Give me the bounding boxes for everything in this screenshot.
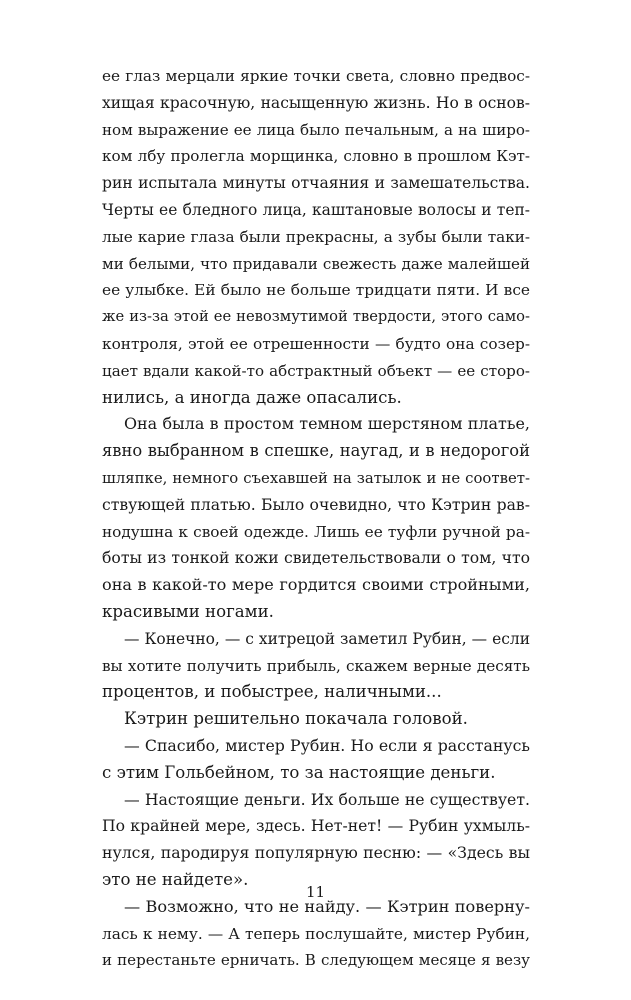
text-line: она в какой-то мере гордится своими стройными, [102,575,530,595]
text-line: контроля, этой ее отрешенности — будто она созер- [102,334,530,353]
text-line: красивыми ногами. [102,601,274,621]
text-line: По крайней мере, здесь. Нет-нет! — Рубин ухмыль- [102,816,530,836]
text-line: ном выражение ее лица было печальным, а на широ- [102,120,530,139]
text-line: цает вдали какой-то абстрактный объект — ее сторо- [102,361,530,380]
page-number: 11 [305,883,326,901]
text-line: же из-за этой ее невозмутимой твердости, этого само- [102,308,530,326]
text-line: с этим Гольбейном, то за настоящие деньги. [102,762,496,782]
text-line: лась к нему. — А теперь послушайте, мистер Рубин, [102,924,530,943]
text-line: хищая красочную, насыщенную жизнь. Но в основ- [102,93,530,112]
text-line: нодушна к своей одежде. Лишь ее туфли ручной ра- [102,522,530,541]
text-line: рин испытала минуты отчаяния и замешательства. [102,174,530,193]
text-line: ком лбу пролегла морщинка, словно в прошлом Кэт- [102,147,530,166]
text-line: это не найдете». [102,869,249,889]
text-line: Черты ее бледного лица, каштановые волосы и теп- [102,200,530,219]
text-line: нулся, пародируя популярную песню: — «Здесь вы [102,843,530,863]
text-line: — Настоящие деньги. Их больше не существует. [124,789,530,809]
text-line: и перестаньте ерничать. В следующем месяце я везу [102,951,530,970]
text-line: нились, а иногда даже опасались. [102,387,402,407]
text-line: лые карие глаза были прекрасны, а зубы были таки- [102,227,530,246]
body-text [102,63,530,974]
text-line: ее улыбке. Ей было не больше тридцати пяти. И все [102,281,530,300]
text-line: шляпке, немного съехавшей на затылок и не соответ- [102,468,530,487]
text-line: Кэтрин решительно покачала головой. [124,709,468,729]
text-line: — Возможно, что не найду. — Кэтрин поверну- [124,896,530,916]
text-line: вы хотите получить прибыль, скажем верные десять [102,656,530,675]
text-line: ствующей платью. Было очевидно, что Кэтрин рав- [102,495,530,514]
text-line: — Конечно, — с хитрецой заметил Рубин, — если [124,629,530,648]
text-line: — Спасибо, мистер Рубин. Но если я расстанусь [124,735,530,755]
text-line: явно выбранном в спешке, наугад, и в недорогой [102,441,530,461]
text-line: ми белыми, что придавали свежесть даже малейшей [102,254,530,273]
text-line: процентов, и побыстрее, наличными... [102,682,442,702]
text-line: Она была в простом темном шерстяном платье, [124,414,530,434]
text-line: боты из тонкой кожи свидетельствовали о том, что [102,548,530,568]
text-line: ее глаз мерцали яркие точки света, словно предвос- [102,67,530,85]
